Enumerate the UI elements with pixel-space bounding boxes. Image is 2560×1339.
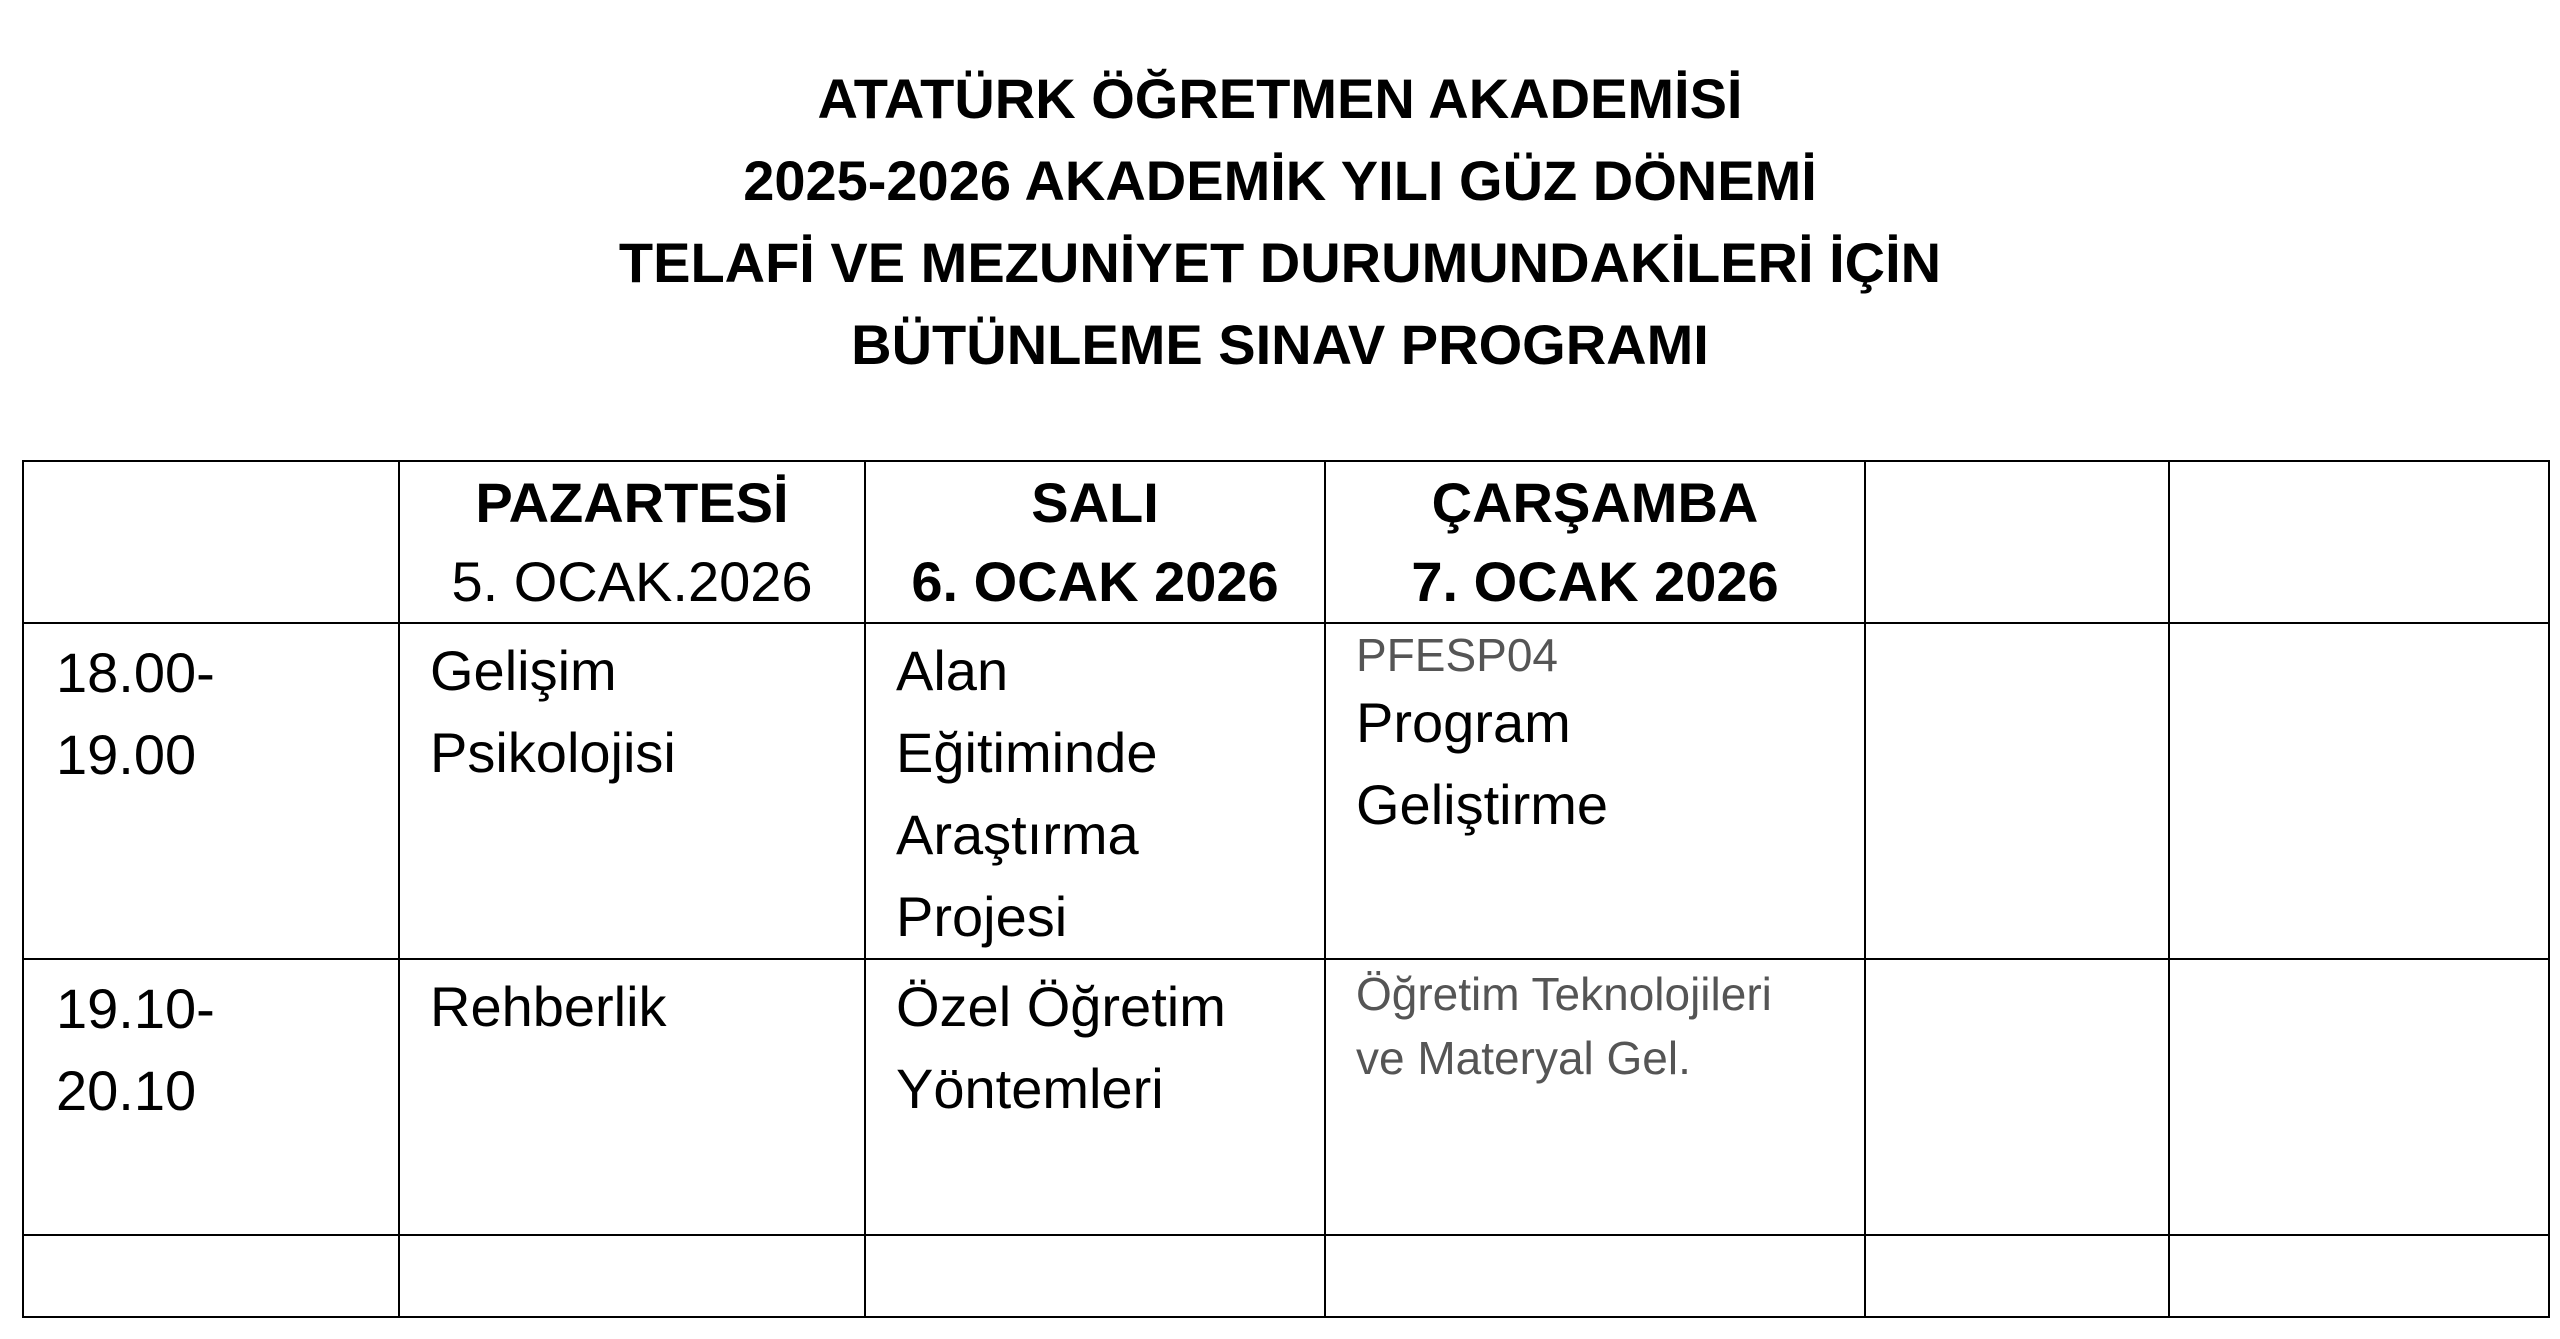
exam-cell-monday xyxy=(399,623,865,959)
course-name: Rehberlik xyxy=(430,975,667,1038)
header-cell-tuesday xyxy=(865,461,1325,623)
header-cell-wednesday xyxy=(1325,461,1865,623)
course-code: PFESP04 xyxy=(1356,629,1558,681)
course-name: Özel Öğretim Yöntemleri xyxy=(896,975,1226,1120)
title-line-target-students: TELAFİ VE MEZUNİYET DURUMUNDAKİLERİ İÇİN xyxy=(618,231,1942,294)
title-line-academic-year: 2025-2026 AKADEMİK YILI GÜZ DÖNEMİ xyxy=(743,149,1817,212)
course-name: Program Geliştirme xyxy=(1356,691,1609,836)
header-cell-monday xyxy=(399,461,865,623)
date-label-monday: 5. OCAK.2026 xyxy=(451,550,813,613)
date-label-tuesday: 6. OCAK 2026 xyxy=(911,550,1279,613)
course-name: Alan Eğitiminde Araştırma Projesi xyxy=(896,639,1158,948)
exam-cell-tuesday xyxy=(865,623,1325,959)
empty-cell xyxy=(1865,959,2169,1235)
time-cell xyxy=(23,959,399,1235)
time-slot: 18.00-19.00 xyxy=(56,641,215,786)
header-cell-empty xyxy=(1865,461,2169,623)
empty-cell xyxy=(399,1235,865,1317)
time-slot: 19.10-20.10 xyxy=(56,977,215,1122)
time-cell xyxy=(23,623,399,959)
day-label-tuesday: SALI xyxy=(1031,471,1159,534)
exam-schedule-table xyxy=(22,460,2550,1318)
empty-cell xyxy=(1865,1235,2169,1317)
course-name: Gelişim Psikolojisi xyxy=(430,639,676,784)
empty-cell xyxy=(23,1235,399,1317)
empty-cell xyxy=(2169,623,2549,959)
header-cell-empty xyxy=(2169,461,2549,623)
empty-cell xyxy=(865,1235,1325,1317)
date-label-wednesday: 7. OCAK 2026 xyxy=(1411,550,1779,613)
exam-cell-wednesday xyxy=(1325,959,1865,1235)
table-header-row xyxy=(23,461,2549,623)
title-line-institution: ATATÜRK ÖĞRETMEN AKADEMİSİ xyxy=(817,67,1743,130)
empty-cell xyxy=(2169,1235,2549,1317)
title-line-program-name: BÜTÜNLEME SINAV PROGRAMI xyxy=(851,313,1709,376)
exam-cell-tuesday xyxy=(865,959,1325,1235)
table-row xyxy=(23,959,2549,1235)
header-cell-empty xyxy=(23,461,399,623)
table-row xyxy=(23,1235,2549,1317)
exam-cell-monday xyxy=(399,959,865,1235)
day-label-wednesday: ÇARŞAMBA xyxy=(1431,471,1759,534)
document-title xyxy=(0,58,2560,386)
day-label-monday: PAZARTESİ xyxy=(475,471,789,534)
course-name: Öğretim Teknolojileri ve Materyal Gel. xyxy=(1356,968,1772,1084)
empty-cell xyxy=(1325,1235,1865,1317)
table-row xyxy=(23,623,2549,959)
empty-cell xyxy=(1865,623,2169,959)
empty-cell xyxy=(2169,959,2549,1235)
exam-cell-wednesday xyxy=(1325,623,1865,959)
